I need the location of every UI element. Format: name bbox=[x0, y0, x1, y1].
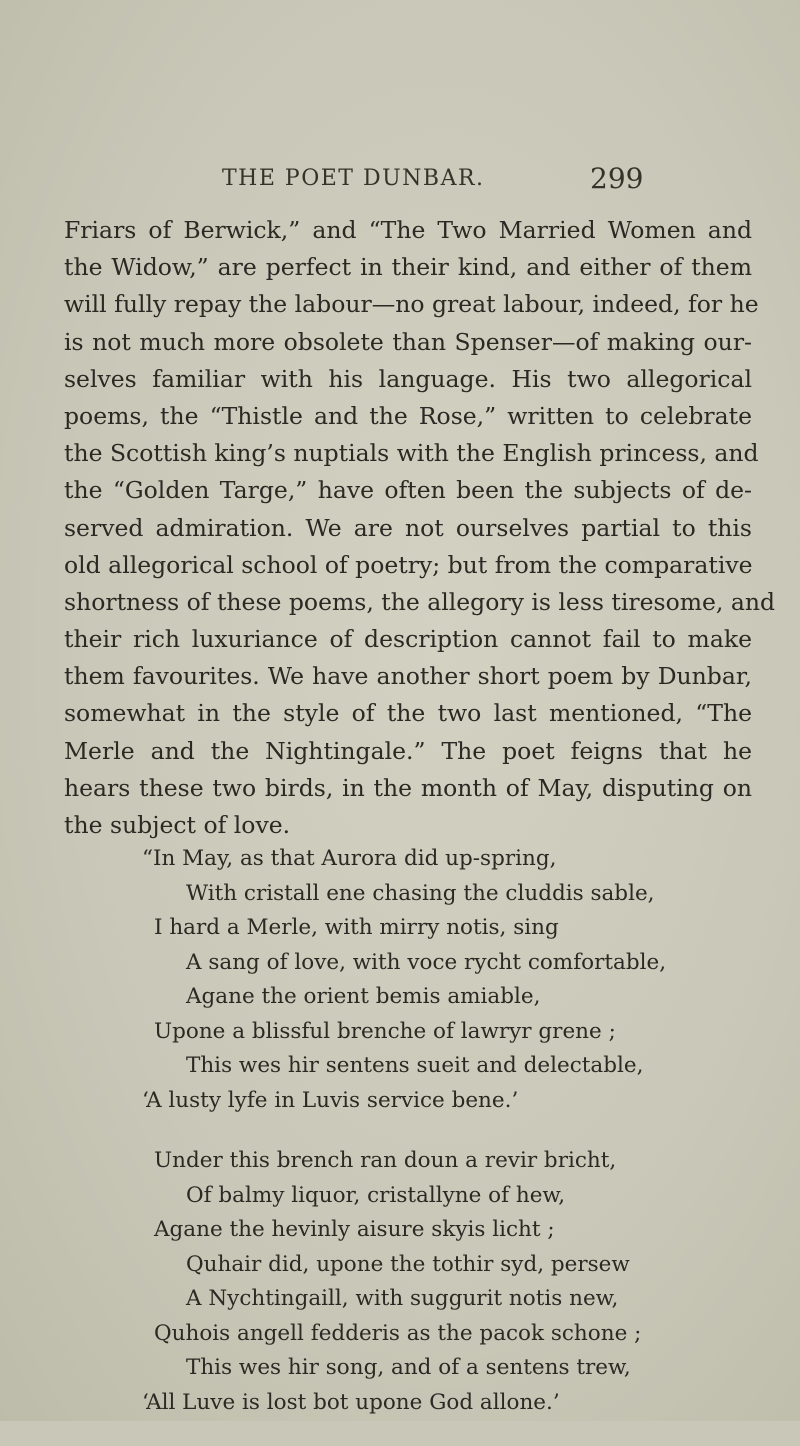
verse-line: Quhois angell fedderis as the pacok schone ; bbox=[154, 1320, 642, 1346]
verse-line: “In May, as that Aurora did up-spring, bbox=[142, 846, 557, 871]
poem-quotation bbox=[142, 842, 667, 1446]
prose-paragraph bbox=[64, 212, 776, 844]
page-number: 299 bbox=[590, 162, 644, 195]
text-line: Friars of Berwick,” and “The Two Married Women and bbox=[64, 216, 752, 244]
text-line: them favourites. We have another short poem by Dunbar, bbox=[64, 662, 752, 691]
text-line: the Scottish king’s nuptials with the English princess, and bbox=[64, 439, 759, 468]
text-line: the subject of love. bbox=[64, 811, 291, 839]
text-line: poems, the “Thistle and the Rose,” written to celebrate bbox=[64, 401, 752, 430]
text-line: selves familiar with his language. His two allegorical bbox=[64, 364, 752, 393]
text-line: somewhat in the style of the two last mentioned, “The bbox=[64, 699, 752, 728]
stanza bbox=[142, 842, 667, 1118]
verse-line: This wes hir song, and of a sentens trew, bbox=[186, 1355, 631, 1380]
text-line: served admiration. We are not ourselves partial to this bbox=[64, 513, 752, 542]
verse-line: Of balmy liquor, cristallyne of hew, bbox=[186, 1182, 566, 1208]
text-line: hears these two birds, in the month of May, disputing on bbox=[64, 773, 752, 802]
verse-line: Under this brench ran doun a revir bricht, bbox=[154, 1148, 617, 1173]
verse-line: I hard a Merle, with mirry notis, sing bbox=[154, 915, 559, 940]
text-line: the “Golden Targe,” have often been the subjects of de- bbox=[64, 476, 752, 505]
verse-line: ‘A lusty lyfe in Luvis service bene.’ bbox=[142, 1087, 519, 1113]
verse-line: Agane the hevinly aisure skyis licht ; bbox=[154, 1217, 555, 1242]
text-line: will fully repay the labour—no great labour, indeed, for he bbox=[64, 290, 759, 319]
verse-line: This wes hir sentens sueit and delectable, bbox=[186, 1053, 644, 1078]
text-line: shortness of these poems, the allegory is less tiresome, and bbox=[64, 587, 776, 616]
verse-line: A Nychtingaill, with suggurit notis new, bbox=[186, 1286, 619, 1311]
text-line: the Widow,” are perfect in their kind, and either of them bbox=[64, 253, 752, 282]
verse-line: Quhair did, upone the tothir syd, persew bbox=[186, 1251, 630, 1277]
verse-line: A sang of love, with voce rycht comfortable, bbox=[186, 949, 667, 975]
verse-line: With cristall ene chasing the cluddis sable, bbox=[186, 880, 655, 906]
page-header bbox=[0, 162, 800, 202]
text-line: their rich luxuriance of description cannot fail to make bbox=[64, 625, 752, 654]
verse-line: Upone a blissful brenche of lawryr grene ; bbox=[154, 1018, 616, 1044]
text-line: old allegorical school of poetry; but from the comparative bbox=[64, 550, 753, 579]
running-head: THE POET DUNBAR. bbox=[222, 166, 485, 191]
text-line: Merle and the Nightingale.” The poet feigns that he bbox=[64, 736, 752, 765]
verse-line: Agane the orient bemis amiable, bbox=[186, 984, 541, 1009]
verse-line: ‘All Luve is lost bot upone God allone.’ bbox=[142, 1389, 560, 1415]
text-line: is not much more obsolete than Spenser—of making our- bbox=[64, 327, 752, 356]
stanza bbox=[142, 1144, 654, 1420]
